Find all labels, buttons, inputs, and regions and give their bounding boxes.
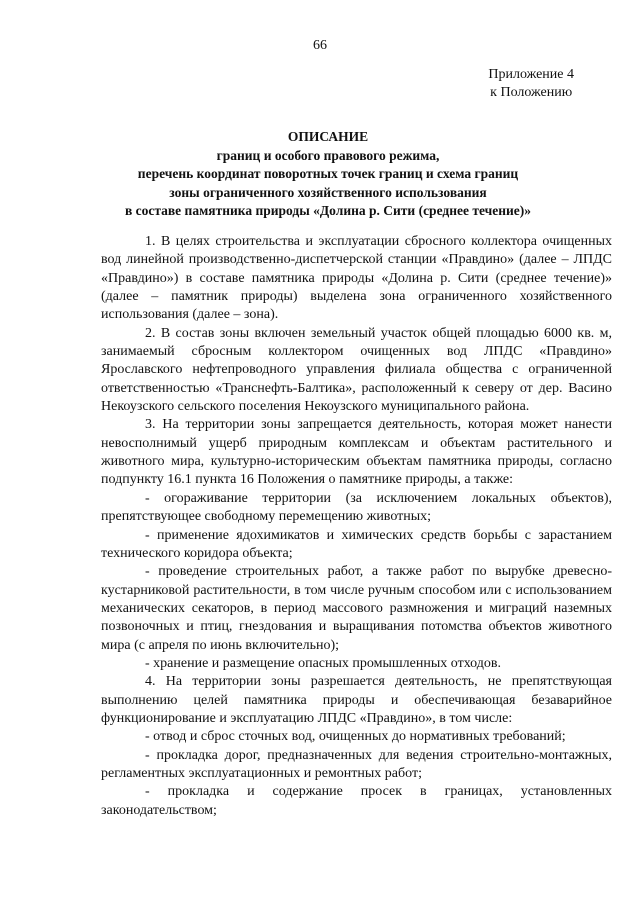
body-text [101, 233, 612, 820]
appendix-line-1: Приложение 4 [488, 67, 574, 82]
list-item: - хранение и размещение опасных промышленных отходов. [145, 655, 501, 671]
page-number: 66 [313, 38, 327, 53]
title-line-4: зоны ограниченного хозяйственного использования [169, 184, 487, 200]
paragraph-3: 3. На территории зоны запрещается деятельность, которая может нанести невосполнимый ущерб природным комплексам и объектам растительного и животного мира, культурно-историческим объектам памятника природы, согласно подпункту 16.1 пункта 16 Положения о памятнике природы, а также: [101, 417, 612, 488]
document-title [80, 128, 576, 221]
title-line-1: ОПИСАНИЕ [287, 129, 369, 144]
paragraph-1: 1. В целях строительства и эксплуатации сбросного коллектора очищенных вод линейной производственно-диспетчерской станции «Правдино» (далее – ЛПДС «Правдино») в составе памятника природы «Долина р. Сити (среднее течение)» (далее – памятник природы) выделена зона ограниченного хозяйственного использования (далее – зона). [101, 234, 612, 323]
list-item: - прокладка дорог, предназначенных для ведения строительно-монтажных, регламентных эксплуатационных и ремонтных работ; [101, 747, 612, 781]
list-item: - прокладка и содержание просек в границах, установленных законодательством; [101, 784, 612, 818]
list-item: - отвод и сброс сточных вод, очищенных до нормативных требований; [145, 729, 566, 745]
list-item: - огораживание территории (за исключением локальных объектов), препятствующее свободному перемещению животных; [101, 490, 612, 525]
title-line-2: границ и особого правового режима, [216, 147, 440, 163]
appendix-reference [488, 66, 574, 102]
title-line-3: перечень координат поворотных точек границ и схема границ [137, 166, 519, 181]
paragraph-2: 2. В состав зоны включен земельный участок общей площадью 6000 кв. м, занимаемый сбросным коллектором очищенных вод ЛПДС «Правдино» Ярославского нефтепроводного управления филиала общества с ограниченной ответственностью «Транснефть-Балтика», расположенный к северу от дер. Васино Некоузского сельского поселения Некоузского муниципального района. [101, 325, 612, 415]
list-item: - проведение строительных работ, а также работ по вырубке древесно-кустарниковой растительности, в том числе ручным способом или с использованием механических секаторов, в период массового размножения и миграций наземных позвоночных и птиц, гнездования и выращивания потомства объектов животного мира (с апреля по июнь включительно); [101, 564, 612, 653]
appendix-line-2: к Положению [490, 85, 573, 100]
title-line-5: в составе памятника природы «Долина р. Сити (среднее течение)» [124, 203, 532, 218]
paragraph-4: 4. На территории зоны разрешается деятельность, не препятствующая выполнению целей памятника природы и обеспечивающая безаварийное функционирование и эксплуатацию ЛПДС «Правдино», в том числе: [101, 674, 612, 726]
list-item: - применение ядохимикатов и химических средств борьбы с зарастанием технического коридора объекта; [101, 527, 612, 561]
